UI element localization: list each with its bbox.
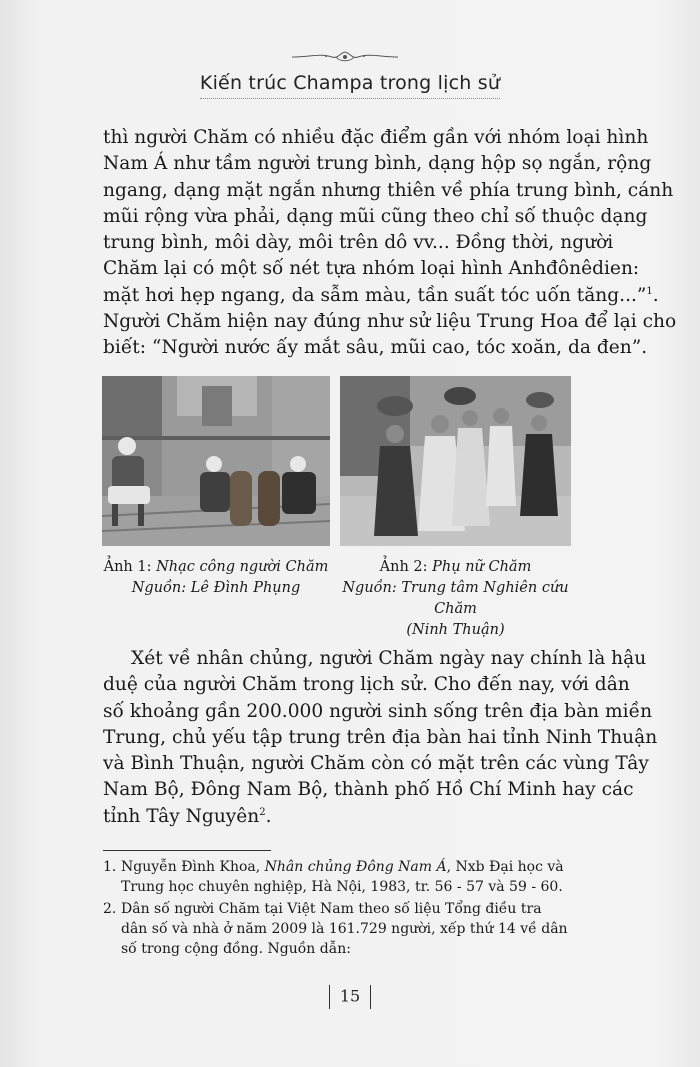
- paragraph-1: [103, 125, 677, 362]
- text-line: số khoảng gần 200.000 người sinh sống trên địa bàn miền: [103, 700, 653, 722]
- caption-source: Nguồn: Trung tâm Nghiên cứu Chăm: [342, 580, 569, 617]
- footnotes: [103, 857, 569, 961]
- sentence-end: .: [265, 805, 272, 827]
- caption-label: Ảnh 1:: [103, 559, 157, 575]
- text-line: biết: “Người nước ấy mắt sâu, mũi cao, tóc xoăn, da đen”.: [103, 337, 648, 359]
- page-number: [0, 985, 700, 1009]
- footnote-text: Nguyễn Đình Khoa,: [121, 859, 265, 875]
- footnote-text: Dân số người Chăm tại Việt Nam theo số liệu Tổng điều tra dân số và nhà ở năm 2009 là 161.729 người, xếp thứ 14 về dân số trong cộng đồng. Nguồn dẫn:: [121, 901, 568, 957]
- header-divider: [200, 98, 500, 99]
- text-line: Chăm lại có một số nét tựa nhóm loại hình Anhđônêdien:: [103, 258, 640, 280]
- caption-source: Nguồn: Lê Đình Phụng: [131, 580, 301, 596]
- photo-caption-1: [102, 557, 330, 599]
- text-line: trung bình, môi dày, môi trên dô vv... Đồng thời, người: [103, 232, 614, 254]
- text-line: ngang, dạng mặt ngắn nhưng thiên về phía trung bình, cánh: [103, 179, 674, 201]
- text-line: Người Chăm hiện nay đúng như sử liệu Trung Hoa để lại cho: [103, 311, 677, 333]
- footnote-ref[interactable]: 1: [646, 285, 653, 297]
- footnote-number: 2.: [103, 901, 117, 917]
- running-title: Kiến trúc Champa trong lịch sử: [199, 72, 501, 94]
- text-line: thì người Chăm có nhiều đặc điểm gần với nhóm loại hình: [103, 127, 649, 148]
- text-line: Xét về nhân chủng, người Chăm ngày nay chính là hậu: [131, 648, 647, 669]
- footnote-2: [103, 899, 569, 959]
- text-line-content: mặt hơi hẹp ngang, da sẫm màu, tần suất tóc uốn tăng...”: [103, 284, 647, 306]
- text-line: Nam Bộ, Đông Nam Bộ, thành phố Hồ Chí Minh hay các: [103, 779, 634, 801]
- caption-title: Nhạc công người Chăm: [156, 559, 329, 575]
- text-line-content: tỉnh Tây Nguyên: [103, 805, 260, 827]
- footnote-text-after: , Nxb Đại học và Trung học chuyên nghiệp, Hà Nội, 1983, tr. 56 - 57 và 59 - 60.: [121, 859, 564, 895]
- caption-label: Ảnh 2:: [379, 559, 433, 575]
- text-line: Nam Á như tầm người trung bình, dạng hộp sọ ngắn, rộng: [103, 153, 652, 175]
- footnote-divider: [103, 850, 271, 851]
- photo-caption-2: [340, 557, 571, 641]
- text-line: mũi rộng vừa phải, dạng mũi cũng theo chỉ số thuộc dạng: [103, 205, 648, 227]
- caption-title: Phụ nữ Chăm: [432, 559, 532, 575]
- text-line: và Bình Thuận, người Chăm còn có mặt trên các vùng Tây: [103, 753, 649, 775]
- text-line: [103, 804, 569, 830]
- text-line: duệ của người Chăm trong lịch sử. Cho đến nay, với dân: [103, 674, 630, 696]
- photo-cham-women: [340, 376, 571, 546]
- paragraph-2: [103, 646, 658, 830]
- text-line: Trung, chủ yếu tập trung trên địa bàn hai tỉnh Ninh Thuận: [103, 726, 658, 748]
- footnote-1: [103, 857, 569, 897]
- text-line: mặt hơi hẹp ngang, da sẫm màu, tần suất tóc uốn tăng...”$^1$.: [103, 284, 659, 306]
- page-number-bar-right: [370, 985, 371, 1009]
- footnote-ref[interactable]: 2: [259, 806, 266, 818]
- footnote-title: Nhân chủng Đông Nam Á: [264, 859, 447, 875]
- page-number-value: 15: [339, 986, 361, 1006]
- photo-cham-musicians: [102, 376, 330, 546]
- page-number-bar-left: [329, 985, 330, 1009]
- caption-source-cont: (Ninh Thuận): [406, 622, 505, 638]
- header-ornament-icon: [290, 50, 400, 64]
- footnote-number: 1.: [103, 859, 117, 875]
